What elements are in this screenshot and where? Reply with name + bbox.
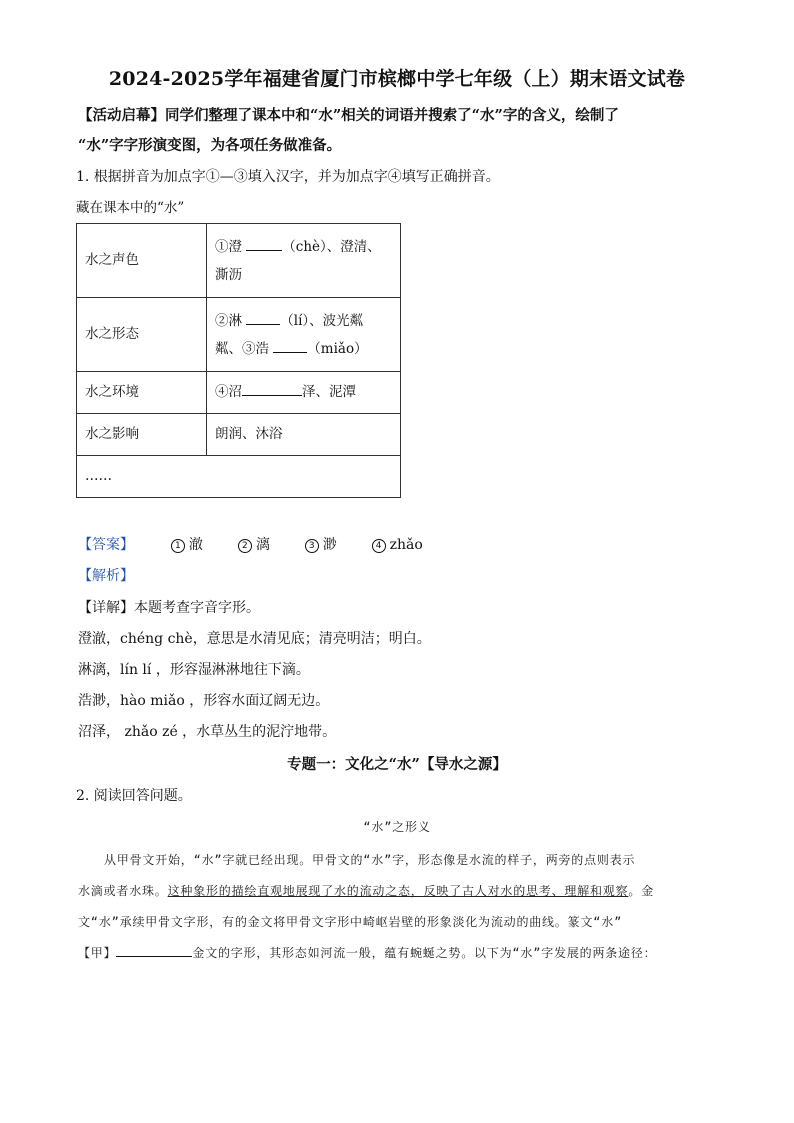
answer-text: 澈 (188, 537, 203, 553)
cell-text: （miǎo） (307, 340, 368, 357)
essay-underlined-text: 这种象形的描绘直观地展现了水的流动之态，反映了古人对水的思考、理解和观察 (167, 884, 629, 898)
answer-text: zhǎo (389, 537, 423, 553)
analysis-line: 澄澈，chéng chè，意思是水清见底；清亮明洁；明白。 (78, 631, 431, 647)
circled-number: 3 (305, 539, 319, 553)
table-row (77, 456, 401, 498)
essay-line: 从甲骨文开始，“水”字就已经出现。甲骨文的“水”字，形态像是水流的样子，两旁的点则表示 (104, 853, 636, 867)
table-cell-ellipsis: …… (77, 456, 401, 498)
table-cell-category: 水之声色 (77, 224, 207, 298)
essay-line (78, 882, 654, 899)
cell-text: （lí）、波光粼 (280, 312, 364, 329)
cell-text: 粼、③浩 (215, 340, 269, 357)
answer-line (78, 535, 423, 555)
answer-item (372, 537, 423, 553)
circled-number: 2 (238, 539, 252, 553)
answer-text: 漓 (255, 537, 270, 553)
table-cell-category: 水之形态 (77, 298, 207, 372)
circled-number: 4 (372, 539, 386, 553)
vocab-table (76, 223, 401, 498)
topic-heading: 专题一：文化之“水”【导水之源】 (287, 756, 507, 773)
page-title: 2024-2025学年福建省厦门市槟榔中学七年级（上）期末语文试卷 (108, 68, 686, 90)
cell-text: ①澄 (215, 238, 242, 255)
table-cell-content (207, 372, 401, 414)
fill-blank[interactable] (246, 310, 280, 325)
intro-label: 【活动启幕】 (78, 107, 165, 124)
cell-text: 泽、泥潭 (302, 384, 356, 400)
analysis-line: 淋漓，lín lí ，形容湿淋淋地往下滴。 (78, 662, 310, 678)
intro-text-1: 同学们整理了课本中和“水”相关的词语并搜索了“水”字的含义，绘制了 (165, 107, 619, 124)
table-row (77, 224, 401, 298)
essay-title: “水”之形义 (363, 820, 431, 834)
intro-line-1 (78, 104, 619, 125)
answer-label: 【答案】 (78, 537, 134, 553)
answer-item (238, 537, 270, 553)
cell-text: 澌沥 (215, 266, 242, 283)
table-row (77, 372, 401, 414)
analysis-line: 浩渺，hào miǎo ，形容水面辽阔无边。 (78, 693, 330, 709)
fill-blank[interactable] (116, 944, 192, 957)
answer-item (171, 537, 203, 553)
cell-text: （chè）、澄清、 (282, 238, 381, 255)
intro-text-2: “水”字字形演变图，为各项任务做准备。 (78, 137, 342, 154)
answer-text: 渺 (322, 537, 337, 553)
essay-line (78, 944, 656, 961)
essay-text: 。金 (628, 884, 655, 898)
essay-line: 文“水”承续甲骨文字形，有的金文将甲骨文字形中崎岖岩壁的形象淡化为流动的曲线。篆文“水” (78, 915, 623, 929)
cell-text: ②淋 (215, 312, 242, 329)
fill-blank[interactable] (273, 338, 307, 353)
table-caption: 藏在课本中的“水” (76, 200, 185, 216)
answer-item (305, 537, 337, 553)
analysis-line: 沼泽， zhǎo zé ，水草丛生的泥泞地带。 (78, 724, 337, 740)
essay-text: 【甲】 (78, 946, 117, 960)
question-1-text: 1. 根据拼音为加点字①—③填入汉字，并为加点字④填写正确拼音。 (76, 169, 500, 185)
essay-text: 金文的字形，其形态如河流一般，蕴有蜿蜒之势。以下为“水”字发展的两条途径： (192, 946, 657, 960)
question-2-text: 2. 阅读回答问题。 (76, 788, 192, 804)
table-row (77, 298, 401, 372)
table-cell-category: 水之影响 (77, 414, 207, 456)
table-cell-content (207, 224, 401, 298)
circled-number: 1 (171, 539, 185, 553)
analysis-detail: 【详解】本题考查字音字形。 (78, 600, 260, 616)
essay-text: 水滴或者水珠。 (78, 884, 168, 898)
fill-blank[interactable] (246, 236, 282, 251)
analysis-label: 【解析】 (78, 568, 134, 584)
table-cell-content: 朗润、沐浴 (207, 414, 401, 456)
table-row (77, 414, 401, 456)
fill-blank[interactable] (242, 381, 302, 396)
table-cell-category: 水之环境 (77, 372, 207, 414)
table-cell-content (207, 298, 401, 372)
cell-text: ④沼 (215, 384, 242, 400)
